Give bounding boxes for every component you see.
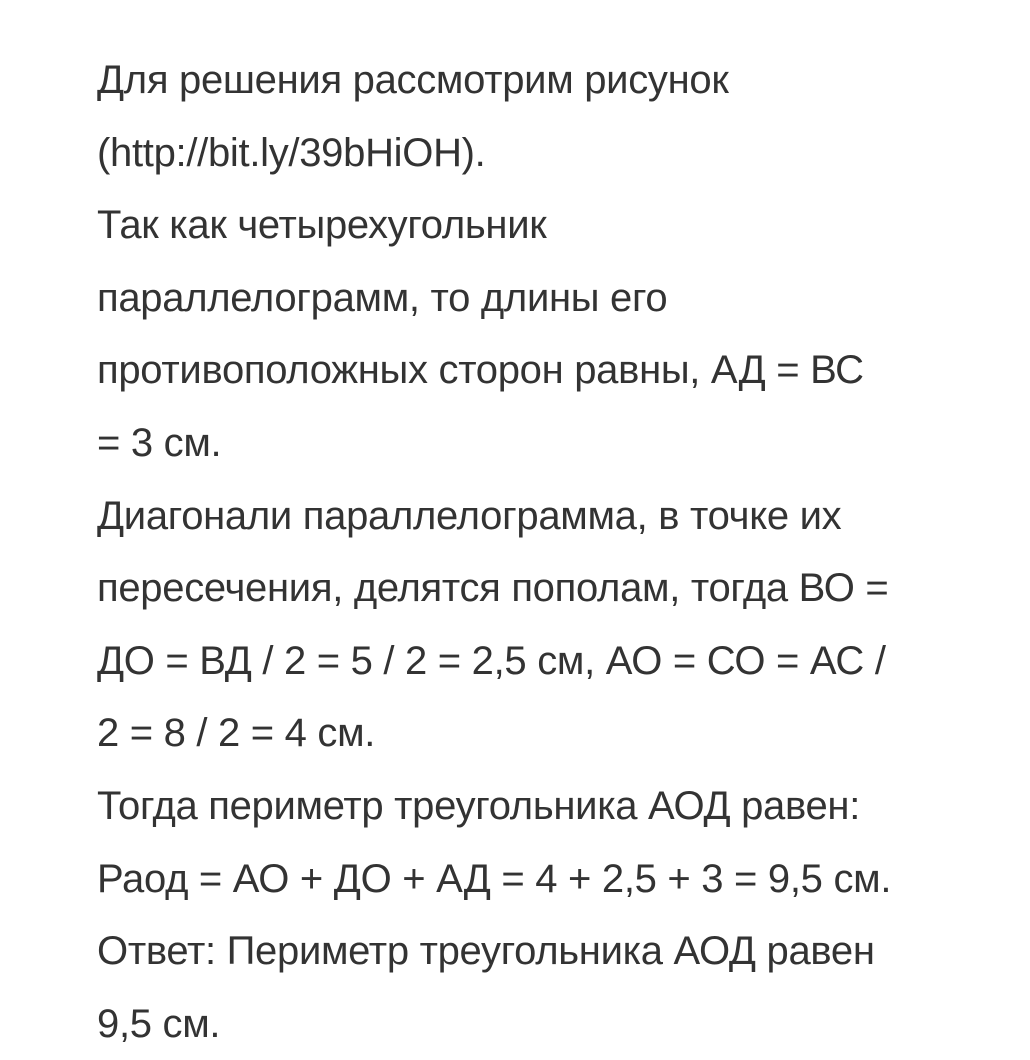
text-line: 2 = 8 / 2 = 4 см. <box>97 711 376 756</box>
text-line: Диагонали параллелограмма, в точке их <box>97 493 842 538</box>
text-line: ДО = ВД / 2 = 5 / 2 = 2,5 см, АО = СО = АС / <box>97 638 886 683</box>
text-line: Для решения рассмотрим рисунок <box>97 58 729 102</box>
text-line: 9,5 см. <box>97 1001 221 1046</box>
text-line: Раод = АО + ДО + АД = 4 + 2,5 + 3 = 9,5 см. <box>97 856 892 901</box>
text-line: Так как четырехугольник <box>97 203 547 248</box>
text-line: параллелограмм, то длины его <box>97 275 668 320</box>
text-line: противоположных сторон равны, АД = ВС <box>97 348 864 393</box>
text-line: Тогда периметр треугольника АОД равен: <box>97 783 861 828</box>
text-line: пересечения, делятся пополам, тогда ВО = <box>97 566 889 611</box>
text-line: Ответ: Периметр треугольника АОД равен <box>97 929 875 974</box>
text-line: = 3 см. <box>97 420 222 465</box>
text-line: (http://bit.ly/39bHiOH). <box>97 130 486 175</box>
answer-text <box>97 44 1007 1060</box>
